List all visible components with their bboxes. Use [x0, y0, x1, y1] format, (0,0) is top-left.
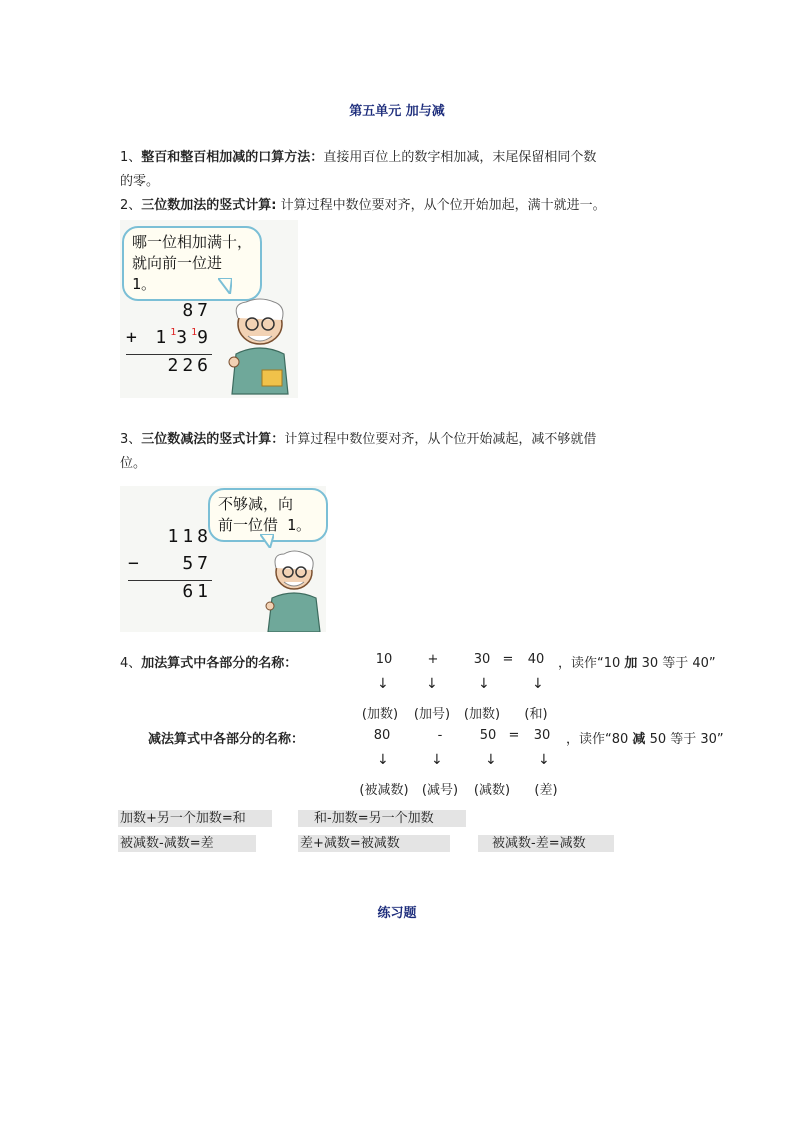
- old-teacher-icon: [262, 548, 322, 632]
- addend-2: 30: [473, 652, 491, 667]
- carry-mark: 1: [170, 327, 177, 338]
- addition-reading: [558, 652, 716, 671]
- subtraction-calculation: [128, 526, 212, 608]
- addend-1: 10: [375, 652, 393, 667]
- plus-sign: +: [427, 652, 439, 667]
- subtrahend-row: [128, 553, 212, 580]
- digits: 57: [182, 553, 212, 574]
- bubble-text-line2: 前一位借 1。: [218, 516, 312, 534]
- reading-text: ，读作“10: [558, 656, 625, 671]
- carry-mark: 1: [191, 327, 198, 338]
- reading-text: 50 等于 30”: [645, 732, 724, 747]
- sum: 40: [527, 652, 545, 667]
- arrow-down-icon: ↓: [426, 676, 438, 692]
- arrow-down-icon: ↓: [431, 752, 443, 768]
- subtrahend: 50: [479, 728, 497, 743]
- formula-box: 差+减数=被减数: [298, 835, 450, 852]
- description-cont: 位。: [120, 456, 147, 471]
- formula-box: 加数+另一个加数=和: [118, 810, 272, 827]
- formula-box: 被减数-减数=差: [118, 835, 256, 852]
- bubble-text-line1: 不够减，向: [218, 495, 294, 513]
- paragraph-3: [120, 428, 680, 476]
- difference-row: 61: [128, 580, 212, 608]
- description: 计算过程中数位要对齐，从个位开始加起，满十就进一。: [276, 198, 606, 213]
- item-number: 4、: [120, 656, 142, 671]
- digit: 9: [197, 327, 212, 348]
- item-number: 2、: [120, 198, 142, 213]
- minuend-row: 118: [167, 526, 212, 547]
- reading-text: ，读作“80: [566, 732, 633, 747]
- minuend: 80: [373, 728, 391, 743]
- addend-name: (加数): [361, 707, 399, 722]
- arrow-down-icon: ↓: [377, 752, 389, 768]
- digit: 3: [176, 327, 192, 348]
- bubble-tail: [260, 534, 274, 548]
- term: 加法算式中各部分的名称：: [141, 656, 298, 671]
- minuend-name: (被减数): [359, 783, 409, 798]
- arrow-down-icon: ↓: [532, 676, 544, 692]
- arrow-down-icon: ↓: [377, 676, 389, 692]
- subtraction-reading: [566, 728, 724, 747]
- reading-op: 减: [632, 732, 646, 747]
- term: 三位数加法的竖式计算: [141, 198, 272, 213]
- addend-row-2: [126, 327, 212, 354]
- reading-text: 30 等于 40”: [637, 656, 716, 671]
- subtrahend-name: (减数): [473, 783, 511, 798]
- paragraph-2: [120, 194, 720, 218]
- paragraph-1: [120, 146, 680, 194]
- difference: 30: [533, 728, 551, 743]
- minus-name: (减号): [421, 783, 459, 798]
- subtraction-illustration: [120, 486, 326, 632]
- minus-sign: -: [437, 728, 443, 743]
- exercise-title: 练习题: [377, 906, 417, 921]
- difference-name: (差): [534, 783, 558, 798]
- term: 三位数减法的竖式计算: [141, 432, 272, 447]
- plus-sign: +: [126, 327, 141, 348]
- formula-box: 被减数-差=减数: [478, 835, 614, 852]
- term: 减法算式中各部分的名称：: [148, 732, 305, 747]
- bubble-tail: [218, 278, 232, 294]
- addend-row: 87: [182, 300, 212, 321]
- formula-box: 和-加数=另一个加数: [298, 810, 466, 827]
- colon: ：: [310, 150, 324, 165]
- arrow-down-icon: ↓: [485, 752, 497, 768]
- reading-op: 加: [624, 656, 638, 671]
- term: 整百和整百相加减的口算方法: [141, 150, 311, 165]
- page-title: 第五单元 加与减: [349, 104, 445, 119]
- colon: :: [271, 198, 277, 213]
- equals-sign: =: [508, 728, 520, 743]
- addition-illustration: [120, 220, 298, 398]
- arrow-down-icon: ↓: [478, 676, 490, 692]
- addend-name: (加数): [463, 707, 501, 722]
- digit: 1: [155, 327, 171, 348]
- arrow-down-icon: ↓: [538, 752, 550, 768]
- description: 计算过程中数位要对齐，从个位开始减起，减不够就借: [284, 432, 597, 447]
- minus-sign: −: [128, 553, 143, 574]
- item-number: 1、: [120, 150, 142, 165]
- colon: ：: [271, 432, 285, 447]
- description: 直接用百位上的数字相加减，末尾保留相同个数: [323, 150, 597, 165]
- addition-calculation: [126, 300, 212, 382]
- sum-name: (和): [524, 707, 548, 722]
- item-number: 3、: [120, 432, 142, 447]
- sum-row: 226: [126, 354, 212, 382]
- subtraction-parts-label: [148, 728, 304, 747]
- speech-bubble: [122, 226, 262, 301]
- plus-name: (加号): [413, 707, 451, 722]
- equals-sign: =: [502, 652, 514, 667]
- old-teacher-icon: [222, 296, 294, 396]
- description-cont: 的零。: [120, 174, 160, 189]
- bubble-text-line2: 就向前一位进 1。: [132, 254, 223, 293]
- bubble-text-line1: 哪一位相加满十，: [132, 233, 253, 251]
- addition-parts-label: [120, 652, 297, 671]
